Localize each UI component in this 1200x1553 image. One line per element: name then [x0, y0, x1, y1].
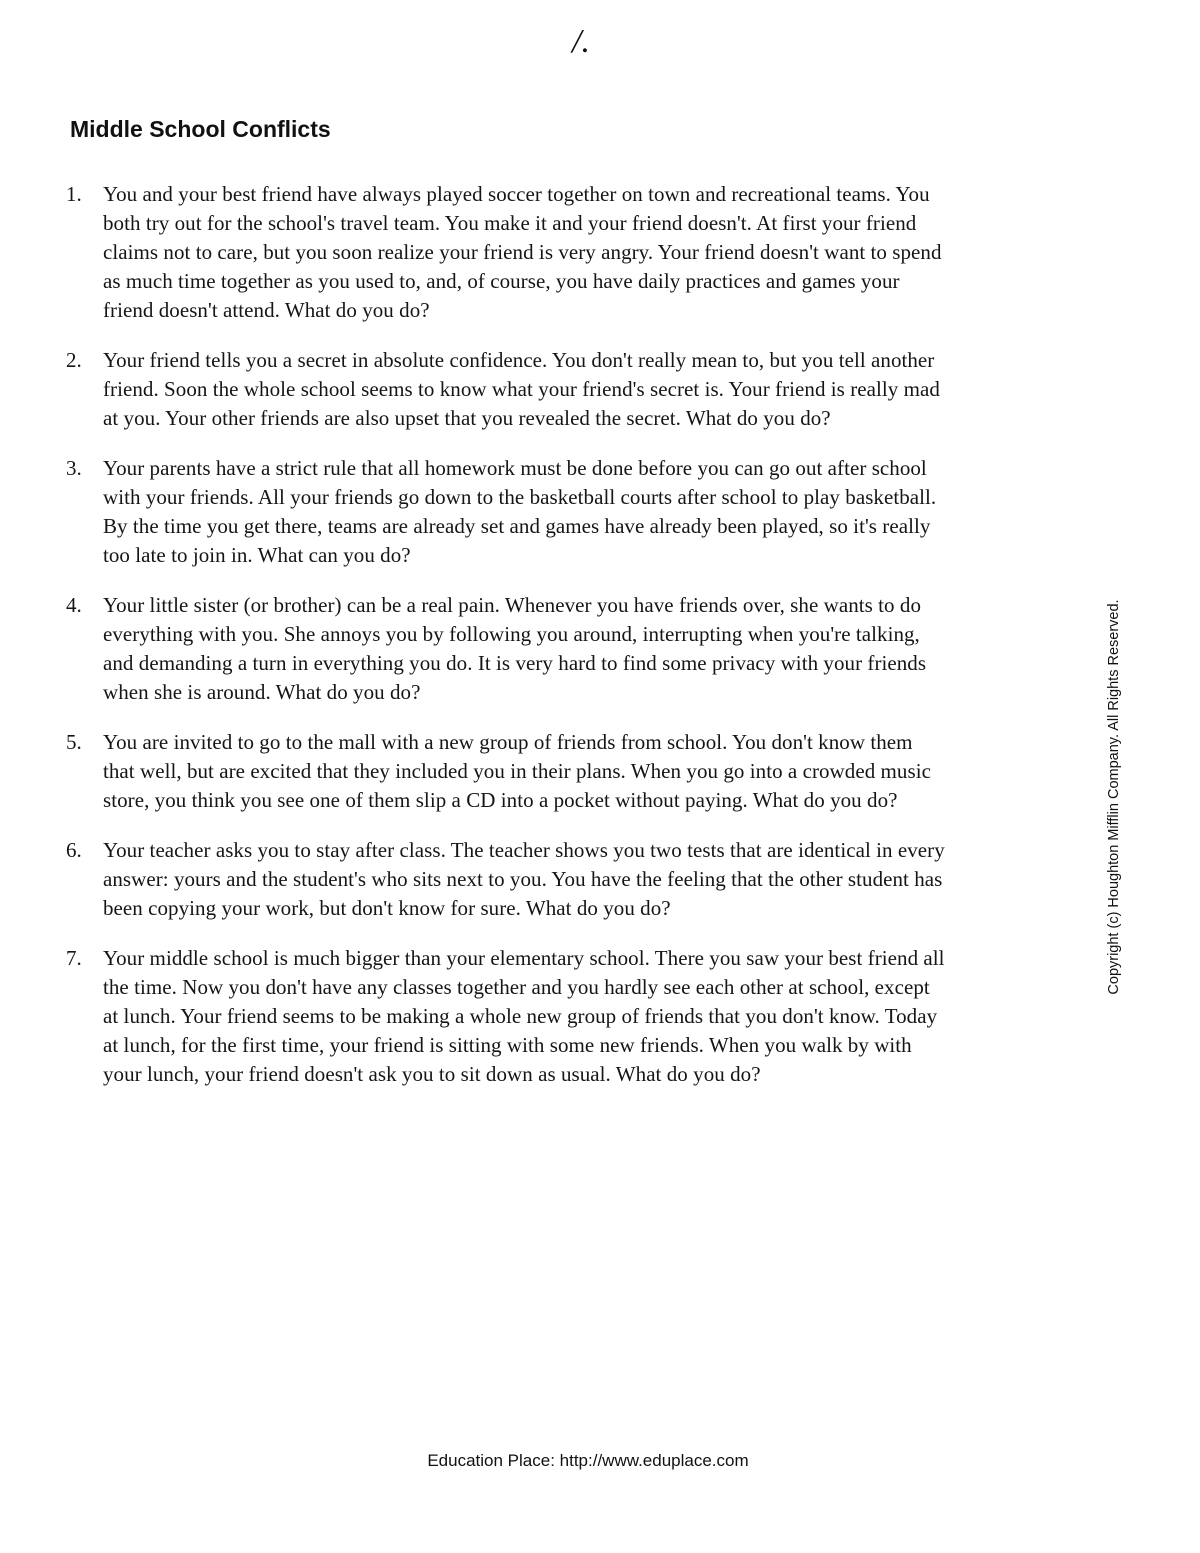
page-title: Middle School Conflicts	[70, 116, 331, 142]
item-number: 3.	[66, 456, 82, 480]
item-text: Your middle school is much bigger than your elementary school. There you saw your best friend all the time. Now you don't have any classes together and you hardly see each other at school, except at lunch. Your friend seems to be making a whole new group of friends that you don't know. Today at lunch, for the first time, your friend is sitting with some new friends. When you walk by with your lunch, your friend doesn't ask you to sit down as usual. What do you do?	[103, 946, 945, 1086]
list-item	[66, 944, 946, 1089]
list-item	[66, 346, 946, 433]
item-text: You and your best friend have always played soccer together on town and recreational teams. You both try out for the school's travel team. You make it and your friend doesn't. At first your friend claims not to care, but you soon realize your friend is very angry. Your friend doesn't want to spend as much time together as you used to, and, of course, you have daily practices and games your friend doesn't attend. What do you do?	[103, 182, 942, 322]
page-number: /.	[572, 23, 590, 60]
conflict-list	[66, 180, 946, 1110]
item-text: Your little sister (or brother) can be a real pain. Whenever you have friends over, she wants to do everything with you. She annoys you by following you around, interrupting when you're talking, and demanding a turn in everything you do. It is very hard to find some privacy with your friends when she is around. What do you do?	[103, 593, 927, 704]
list-item	[66, 454, 946, 570]
list-item	[66, 180, 946, 325]
item-number: 1.	[66, 182, 82, 206]
item-text: You are invited to go to the mall with a new group of friends from school. You don't know them that well, but are excited that they included you in their plans. When you go into a crowded music store, you think you see one of them slip a CD into a pocket without paying. What do you do?	[103, 730, 931, 812]
item-number: 4.	[66, 593, 82, 617]
list-item	[66, 591, 946, 707]
item-number: 7.	[66, 946, 82, 970]
list-item	[66, 836, 946, 923]
item-text: Your parents have a strict rule that all homework must be done before you can go out after school with your friends. All your friends go down to the basketball courts after school to play basketball. By the time you get there, teams are already set and games have already been played, so it's really too late to join in. What can you do?	[103, 456, 937, 567]
list-item	[66, 728, 946, 815]
item-text: Your teacher asks you to stay after class. The teacher shows you two tests that are identical in every answer: yours and the student's who sits next to you. You have the feeling that the other student has been copying your work, but don't know for sure. What do you do?	[103, 838, 945, 920]
copyright-notice: Copyright (c) Houghton Mifflin Company. All Rights Reserved.	[1106, 599, 1122, 995]
item-text: Your friend tells you a secret in absolute confidence. You don't really mean to, but you tell another friend. Soon the whole school seems to know what your friend's secret is. Your friend is really mad at you. Your other friends are also upset that you revealed the secret. What do you do?	[103, 348, 940, 430]
item-number: 6.	[66, 838, 82, 862]
item-number: 2.	[66, 348, 82, 372]
item-number: 5.	[66, 730, 82, 754]
footer-source: Education Place: http://www.eduplace.com	[427, 1451, 749, 1470]
